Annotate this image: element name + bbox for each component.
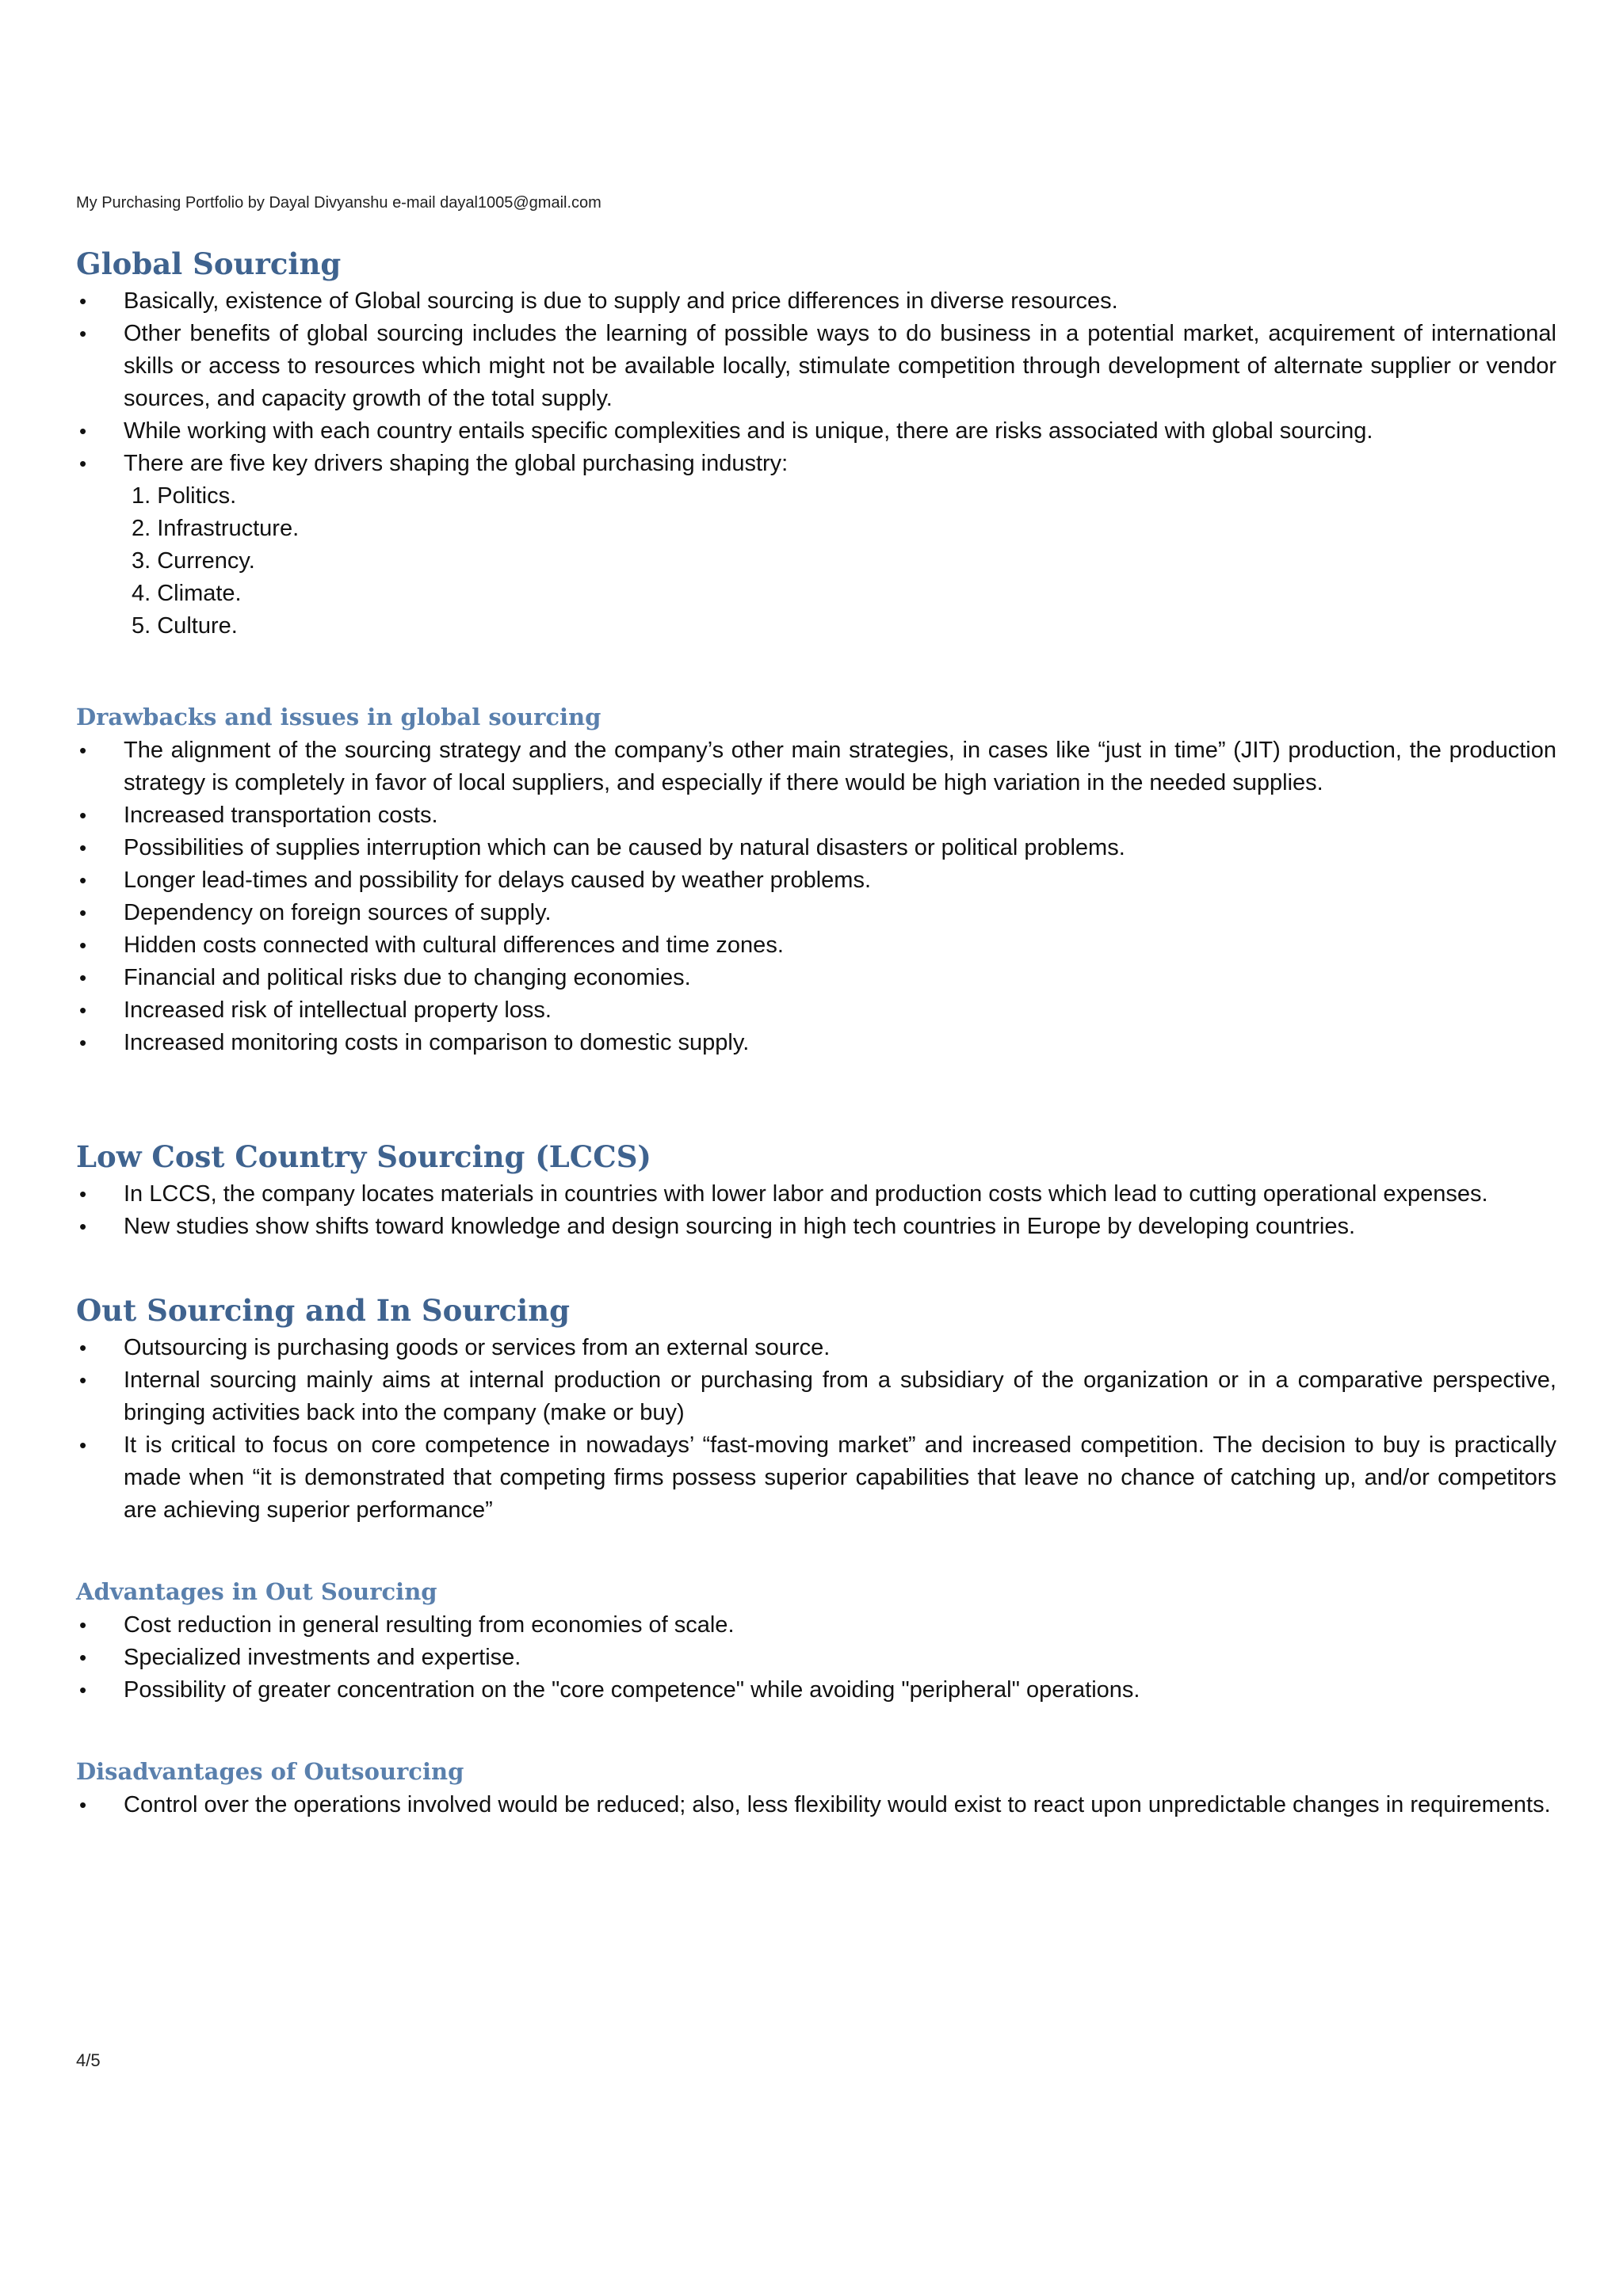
list-item: • Financial and political risks due to changing economies. — [76, 962, 1556, 994]
list-item: • Outsourcing is purchasing goods or services from an external source. — [76, 1332, 1556, 1364]
spacer — [76, 1243, 1556, 1291]
list-item: • The alignment of the sourcing strategy and the company’s other main strategies, in cases like “just in time” (JIT) production, the production strategy is completely in favor of local suppliers, and especially if there would be high variation in the needed supplies. — [76, 734, 1556, 799]
list-item: • Increased transportation costs. — [76, 799, 1556, 832]
spacer — [76, 1707, 1556, 1754]
list-item: • Internal sourcing mainly aims at internal production or purchasing from a subsidiary of the organization or in a comparative perspective, bringing activities back into the company (make or buy) — [76, 1364, 1556, 1429]
spacer — [76, 1527, 1556, 1574]
list-item: • Longer lead-times and possibility for delays caused by weather problems. — [76, 864, 1556, 897]
numbered-item: 1. Politics. — [132, 483, 237, 509]
global-sourcing-list — [76, 285, 1556, 480]
page-number: 4/5 — [76, 2050, 101, 2070]
list-item: • Possibility of greater concentration on the "core competence" while avoiding "peripheral" operations. — [76, 1674, 1556, 1707]
list-item: • New studies show shifts toward knowledge and design sourcing in high tech countries in Europe by developing countries. — [76, 1211, 1556, 1243]
section-title-disadvantages: Disadvantages of Outsourcing — [76, 1758, 464, 1785]
section-title-drawbacks: Drawbacks and issues in global sourcing — [76, 704, 601, 730]
numbered-item: 2. Infrastructure. — [132, 516, 300, 541]
section-title-advantages: Advantages in Out Sourcing — [76, 1578, 437, 1605]
section-title-global-sourcing: Global Sourcing — [76, 246, 342, 281]
numbered-item: 3. Currency. — [132, 548, 255, 574]
section-title-lccs: Low Cost Country Sourcing (LCCS) — [76, 1139, 651, 1174]
list-item: • Cost reduction in general resulting from economies of scale. — [76, 1609, 1556, 1642]
out-in-sourcing-list — [76, 1332, 1556, 1527]
spacer — [76, 643, 1556, 700]
list-item: • Hidden costs connected with cultural differences and time zones. — [76, 929, 1556, 962]
list-item: • Increased monitoring costs in comparison to domestic supply. — [76, 1027, 1556, 1059]
list-item: • Other benefits of global sourcing includes the learning of possible ways to do business in a potential market, acquirement of international skills or access to resources which might not be available locally, stimulate competition through development of alternate supplier or vendor sources, and capacity growth of the total supply. — [76, 318, 1556, 415]
drawbacks-list — [76, 734, 1556, 1059]
document-body — [76, 244, 1556, 1821]
list-item: • Control over the operations involved would be reduced; also, less flexibility would exist to react upon unpredictable changes in requirements. — [76, 1789, 1556, 1821]
list-item: • While working with each country entails specific complexities and is unique, there are risks associated with global sourcing. — [76, 415, 1556, 448]
list-item: • Possibilities of supplies interruption which can be caused by natural disasters or political problems. — [76, 832, 1556, 864]
list-item: • Specialized investments and expertise. — [76, 1642, 1556, 1674]
disadvantages-list — [76, 1789, 1556, 1821]
list-item: • Increased risk of intellectual property loss. — [76, 994, 1556, 1027]
list-item: • There are five key drivers shaping the global purchasing industry: — [76, 448, 1556, 480]
section-title-out-in-sourcing: Out Sourcing and In Sourcing — [76, 1293, 571, 1328]
spacer — [76, 1059, 1556, 1137]
list-item: • Dependency on foreign sources of supply. — [76, 897, 1556, 929]
list-item: • It is critical to focus on core competence in nowadays’ “fast-moving market” and increased competition. The decision to buy is practically made when “it is demonstrated that competing firms possess superior capabilities that leave no chance of catching up, and/or competitors are achieving superior performance” — [76, 1429, 1556, 1527]
numbered-item: 4. Climate. — [132, 581, 242, 606]
list-item: • Basically, existence of Global sourcing is due to supply and price differences in diverse resources. — [76, 285, 1556, 318]
lccs-list — [76, 1178, 1556, 1243]
list-item: • In LCCS, the company locates materials in countries with lower labor and production costs which lead to cutting operational expenses. — [76, 1178, 1556, 1211]
advantages-list — [76, 1609, 1556, 1707]
key-drivers-list — [76, 480, 1556, 643]
page-header: My Purchasing Portfolio by Dayal Divyanshu e-mail dayal1005@gmail.com — [76, 194, 601, 212]
numbered-item: 5. Culture. — [132, 613, 238, 639]
